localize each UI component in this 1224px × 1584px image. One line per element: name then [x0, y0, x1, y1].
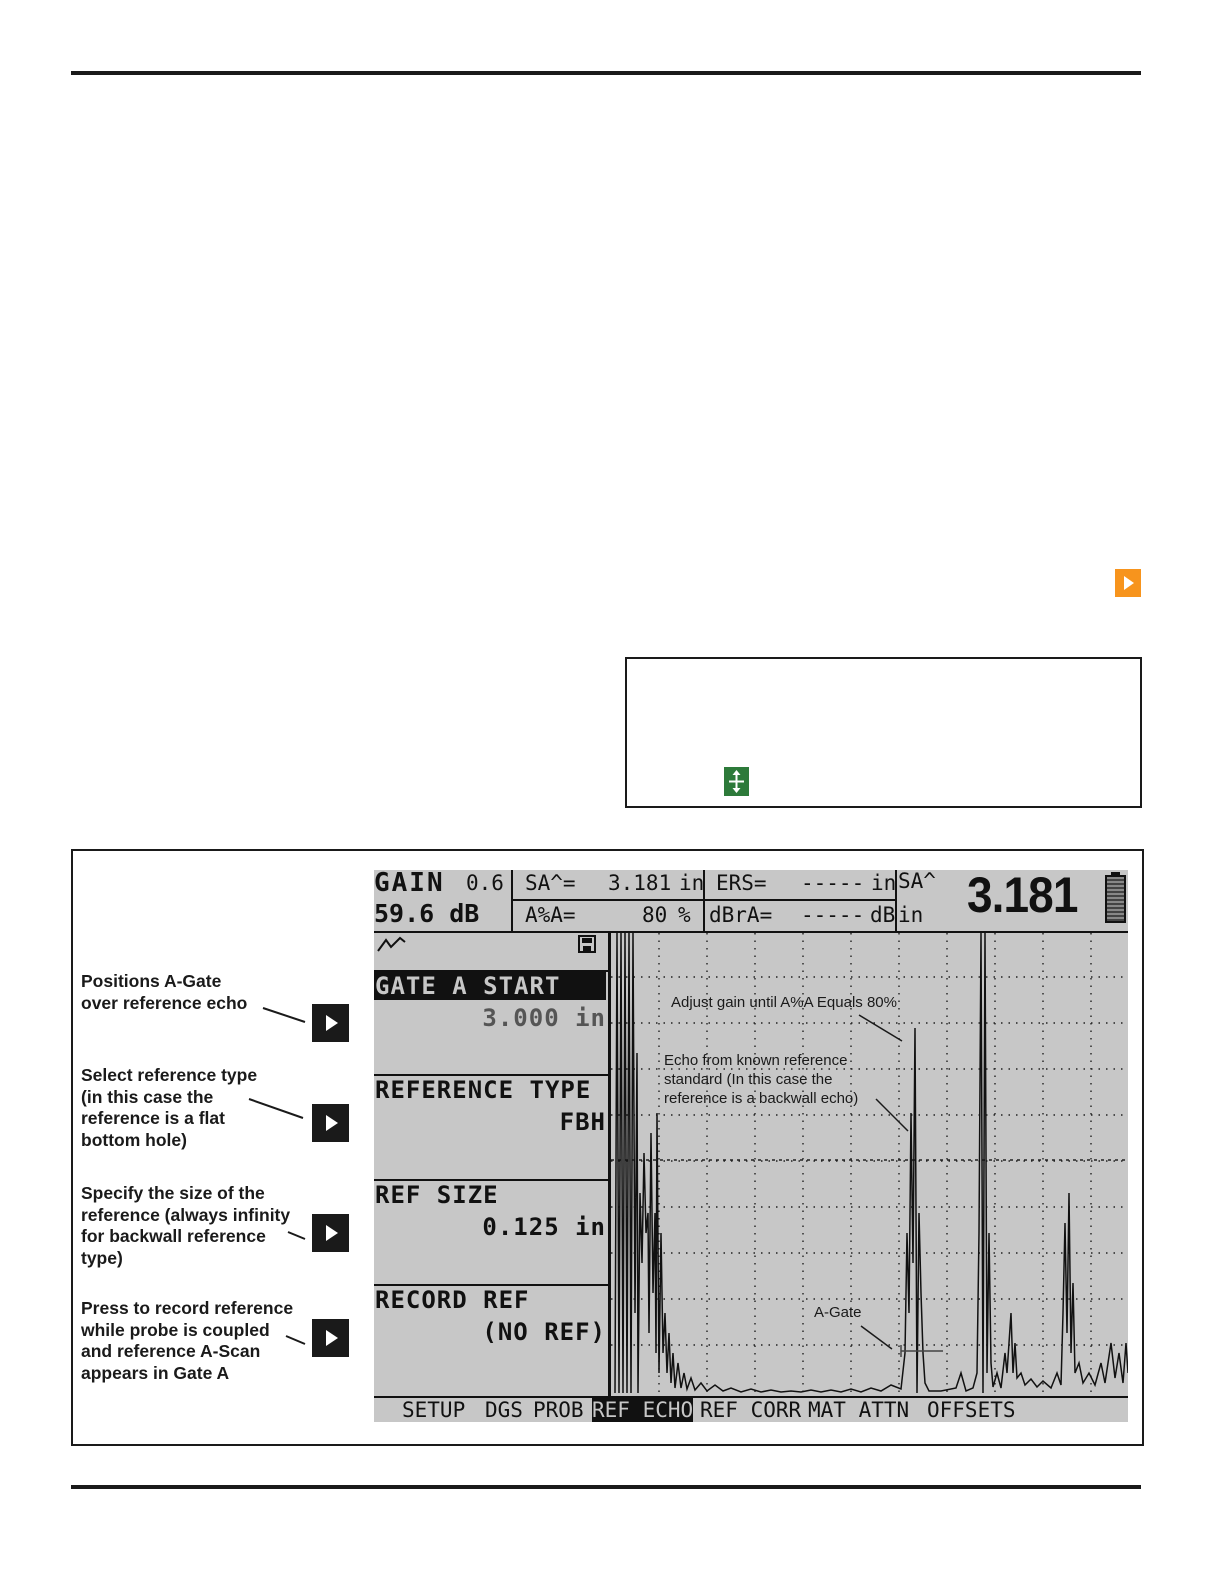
apa-unit: %	[678, 903, 691, 927]
play-triangle-icon	[326, 1115, 338, 1131]
tab-setup[interactable]: SETUP	[402, 1398, 466, 1422]
callout-reference-type: Select reference type (in this case the reference is a flat bottom hole)	[81, 1065, 258, 1150]
battery-icon	[1105, 875, 1126, 923]
menu-ref-size[interactable]	[374, 1179, 608, 1286]
tab-ref-echo[interactable]: REF ECHO	[592, 1398, 694, 1422]
readout-header	[374, 870, 1128, 933]
reference-type-key-button[interactable]	[312, 1104, 349, 1142]
ers-unit: in	[871, 871, 897, 895]
menu-record-ref-label: RECORD REF	[375, 1286, 530, 1314]
ers-value: -----	[801, 871, 865, 895]
annotation-echo-line1: Echo from known reference	[664, 1052, 848, 1069]
annotation-echo-line2: standard (In this case the	[664, 1071, 833, 1088]
menu-ref-size-label: REF SIZE	[375, 1181, 499, 1209]
move-arrows-icon	[724, 767, 749, 796]
gain-step: 0.6	[466, 871, 504, 895]
menu-gate-a-start-label: GATE A START	[374, 972, 606, 1000]
play-triangle-icon	[326, 1330, 338, 1346]
gain-label: GAIN	[374, 870, 445, 898]
menu-reference-type-label: REFERENCE TYPE	[375, 1076, 592, 1104]
a-scan-display	[611, 933, 1128, 1396]
ers-label: ERS=	[716, 871, 767, 895]
big-reading-value: 3.181	[967, 870, 1078, 923]
annotation-a-gate: A-Gate	[814, 1304, 862, 1321]
callout-record-reference: Press to record reference while probe is coupled and reference A-Scan appears in Gate A	[81, 1298, 294, 1383]
bottom-rule	[71, 1485, 1141, 1489]
record-ref-key-button[interactable]	[312, 1319, 349, 1357]
menu-gate-a-start-value: 3.000 in	[482, 1004, 606, 1032]
save-disk-icon	[579, 936, 595, 952]
big-reading-label: SA^	[898, 870, 936, 893]
softkey-tab-bar	[374, 1396, 1128, 1422]
tab-dgs[interactable]: DGS	[485, 1398, 523, 1422]
tab-prob[interactable]: PROB	[533, 1398, 584, 1422]
gate-a-start-key-button[interactable]	[312, 1004, 349, 1042]
top-rule	[71, 71, 1141, 75]
play-triangle-icon	[326, 1225, 338, 1241]
menu-gate-a-start[interactable]	[374, 970, 608, 1076]
play-triangle-icon	[326, 1015, 338, 1031]
big-reading-unit: in	[898, 903, 924, 927]
tab-offsets[interactable]: OFFSETS	[927, 1398, 1016, 1422]
menu-record-ref-value: (NO REF)	[482, 1318, 606, 1346]
instrument-screen	[374, 870, 1128, 1422]
menu-record-ref[interactable]	[374, 1284, 608, 1394]
figure-ref-echo	[71, 849, 1144, 1446]
callout-reference-size: Specify the size of the reference (always infinity for backwall reference type)	[81, 1183, 291, 1268]
annotation-adjust-gain: Adjust gain until A%A Equals 80%	[671, 994, 897, 1011]
dbra-value: -----	[801, 903, 865, 927]
callout-gate-position: Positions A-Gate over reference echo	[81, 971, 248, 1013]
menu-reference-type[interactable]	[374, 1074, 608, 1181]
rectify-wave-icon	[378, 938, 405, 951]
dbra-label: dBrA=	[709, 903, 773, 927]
sa-label: SA^=	[525, 871, 576, 895]
menu-panel	[374, 933, 611, 1396]
menu-ref-size-value: 0.125 in	[482, 1213, 606, 1241]
note-box	[625, 657, 1142, 808]
apa-label: A%A=	[525, 903, 576, 927]
tab-mat-attn[interactable]: MAT ATTN	[808, 1398, 910, 1422]
menu-reference-type-value: FBH	[559, 1108, 606, 1136]
dbra-unit: dB	[870, 903, 896, 927]
apa-value: 80	[642, 903, 668, 927]
status-icons	[374, 933, 608, 972]
ref-size-key-button[interactable]	[312, 1214, 349, 1252]
annotation-echo-line3: reference is a backwall echo)	[664, 1090, 859, 1107]
sa-value: 3.181	[608, 871, 672, 895]
sa-unit: in	[679, 871, 705, 895]
tab-ref-corr[interactable]: REF CORR	[700, 1398, 802, 1422]
gain-value: 59.6 dB	[374, 899, 480, 928]
play-arrow-icon	[1115, 569, 1141, 597]
